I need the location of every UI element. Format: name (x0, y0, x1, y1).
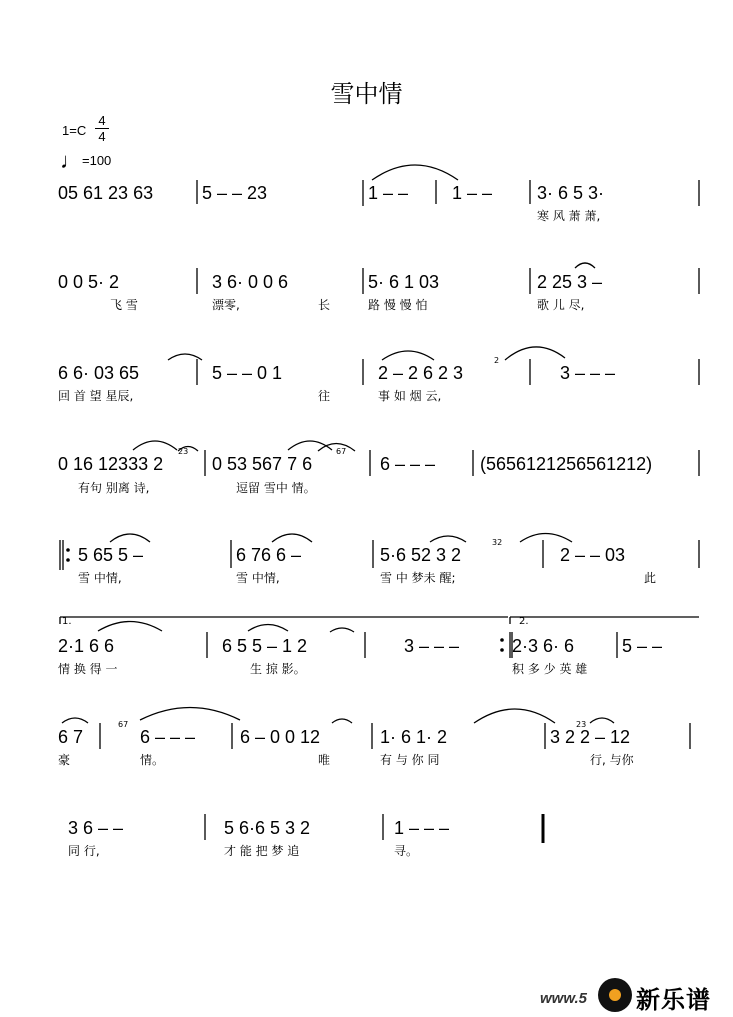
measure: 6 6· 03 65 (58, 363, 140, 383)
measure: 3 – – – (404, 636, 460, 656)
measure: 2 – 2 6 2 3 (378, 363, 464, 383)
lyric: 情 换 得 一 (58, 662, 118, 676)
grace-note: 67 (118, 720, 129, 729)
song-title: 雪中情 (330, 80, 403, 108)
disc-icon (598, 978, 632, 1012)
tempo-value: =100 (82, 153, 112, 168)
measure: 2 25 3 – (537, 272, 603, 292)
lyric: 歌 儿 尽, (537, 298, 585, 312)
lyric: 才 能 把 梦 追 (224, 844, 300, 858)
measure: 5 – – (622, 636, 663, 656)
measure: 0 53 567 7 6 (212, 454, 313, 474)
watermark-logo (540, 978, 730, 1014)
measure: 5 – – 0 1 (212, 363, 283, 383)
interlude: (5656121256561212) (480, 454, 653, 474)
lyric: 积 多 少 英 雄 (512, 662, 588, 676)
measure: 6 5 5 – 1 2 (222, 636, 308, 656)
watermark-url: www.5 (540, 990, 587, 1007)
lyric: 长 (318, 298, 331, 312)
lyric: 逗留 雪中 情。 (236, 481, 316, 495)
grace-note: 2 (494, 356, 500, 365)
measure: 2 – – 03 (560, 545, 626, 565)
measure: 2·1 6 6 (58, 636, 115, 656)
measure: 6 76 6 – (236, 545, 302, 565)
measure: 3 6· 0 0 6 (212, 272, 289, 292)
measure: 1 – – (368, 183, 409, 203)
grace-note: 67 (336, 447, 347, 456)
measure: 05 61 23 63 (58, 183, 154, 203)
lyric: 事 如 烟 云, (378, 389, 442, 403)
measure: 5 65 5 – (78, 545, 144, 565)
lyric: 路 慢 慢 怕 (368, 298, 428, 312)
grace-note: 23 (576, 720, 587, 729)
volta-1-label: 1. (62, 616, 72, 627)
measure: 3 6 – – (68, 818, 124, 838)
grace-note: 32 (492, 538, 503, 547)
lyric: 漂零, (212, 298, 240, 312)
time-signature-top: 4 (98, 113, 106, 128)
measure: 1 – – (452, 183, 493, 203)
lyric: 往 (318, 389, 331, 403)
measure: 6 – 0 0 12 (240, 727, 321, 747)
measure: 6 – – – (140, 727, 196, 747)
lyric: 雪 中 梦未 醒; (380, 571, 456, 585)
measure: 6 – – – (380, 454, 436, 474)
measure: 5· 6 1 03 (368, 272, 440, 292)
lyric: 雪 中情, (236, 571, 280, 585)
lyric: 此 (644, 571, 657, 585)
grace-note: 23 (178, 447, 189, 456)
lyric: 寻。 (394, 844, 419, 858)
measure: 1· 6 1· 2 (380, 727, 448, 747)
lyric: 生 掠 影。 (250, 662, 306, 676)
measure: 5·6 52 3 2 (380, 545, 462, 565)
volta-2-label: 2. (519, 616, 529, 627)
time-signature-bottom: 4 (98, 129, 106, 144)
measure: 1 – – – (394, 818, 450, 838)
measure: 0 16 12333 2 (58, 454, 164, 474)
measure: 3 2 2 – 12 (550, 727, 631, 747)
measure: 3 – – – (560, 363, 616, 383)
measure: 5 6·6 5 3 2 (224, 818, 311, 838)
key-signature: 1=C (62, 123, 87, 138)
lyric: 同 行, (68, 844, 100, 858)
lyric: 有句 别离 诗, (78, 481, 150, 495)
measure: 0 0 5· 2 (58, 272, 120, 292)
lyric: 飞 雪 (110, 298, 138, 312)
measure: 2·3 6· 6 (512, 636, 575, 656)
quarter-note-icon: ♩ (60, 148, 82, 173)
lyric: 豪 (58, 753, 71, 767)
watermark-brand: 新乐谱 (636, 986, 711, 1014)
lyric: 有 与 你 同 (380, 753, 440, 767)
lyric: 回 首 望 星辰, (58, 389, 134, 403)
lyric: 雪 中情, (78, 571, 122, 585)
lyric: 寒 风 萧 萧, (537, 209, 601, 223)
lyric: 行, 与你 (590, 753, 634, 767)
measure: 3· 6 5 3· (537, 183, 605, 203)
lyric: 情。 (140, 753, 165, 767)
measure: 5 – – 23 (202, 183, 268, 203)
measure: 6 7 (58, 727, 84, 747)
lyric: 唯 (318, 753, 331, 767)
